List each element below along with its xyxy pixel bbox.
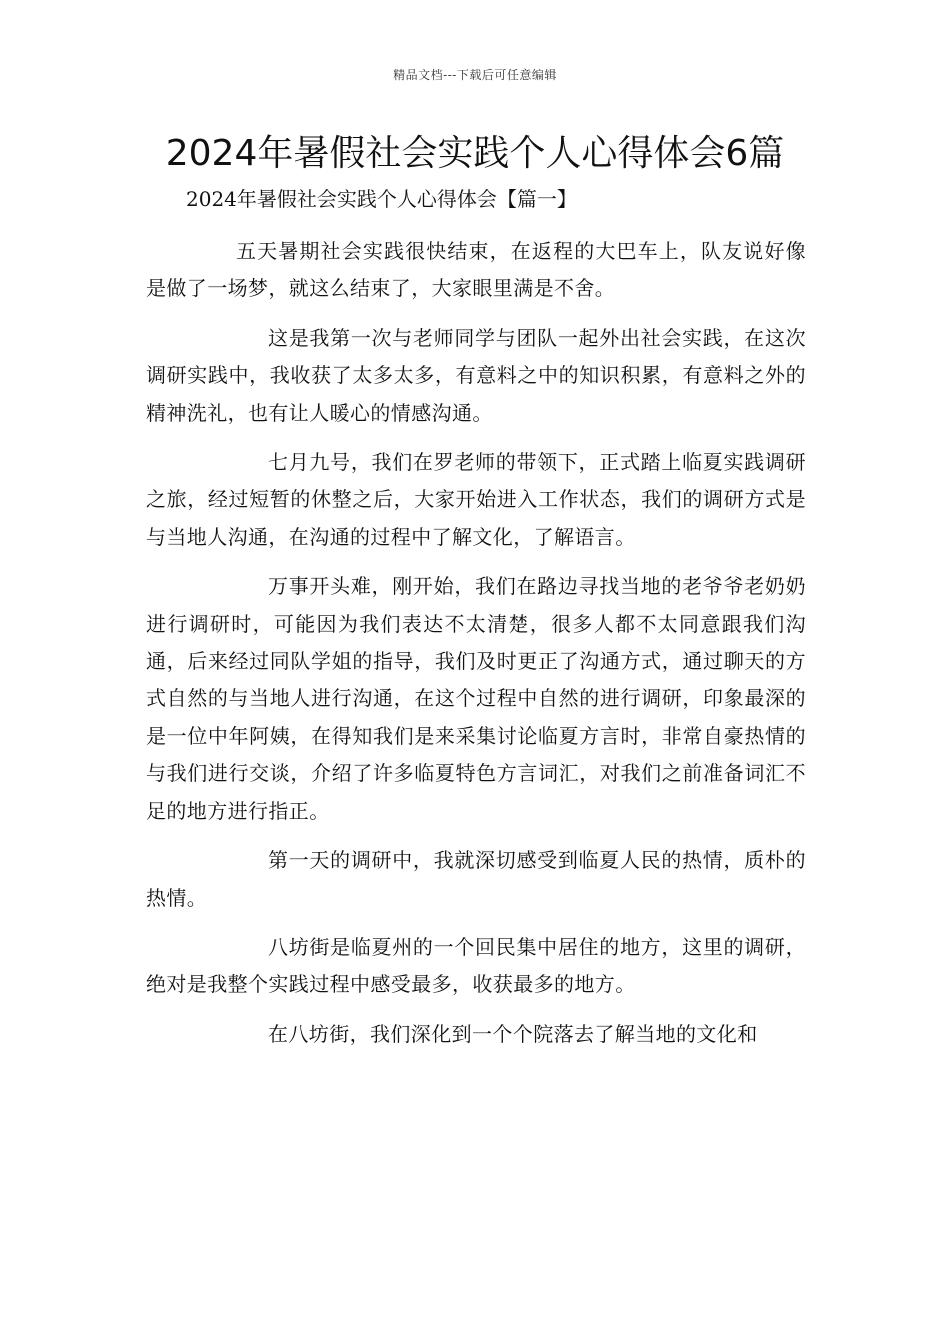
paragraph-7: 在八坊街，我们深化到一个个院落去了解当地的文化和 [268,1021,758,1046]
paragraph-6: 八坊街是临夏州的一个回民集中居住的地方，这里的调研，绝对是我整个实践过程中感受最多，收获最多的地方。 [146,934,806,997]
header-note: 精品文档---下载后可任意编辑 [393,68,557,82]
paragraph-1: 五天暑期社会实践很快结束，在返程的大巴车上，队友说好像是做了一场梦，就这么结束了，大家眼里满是不舍。 [146,239,806,301]
document-body [146,233,806,1065]
paragraph-2: 这是我第一次与老师同学与团队一起外出社会实践，在这次调研实践中，我收获了太多太多，有意料之中的知识积累，有意料之外的精神洗礼，也有让人暖心的情感沟通。 [146,325,806,425]
section-subtitle: 2024年暑假社会实践个人心得体会【篇一】 [186,187,577,211]
document-title: 2024年暑假社会实践个人心得体会6篇 [165,133,785,174]
paragraph-3: 七月九号，我们在罗老师的带领下，正式踏上临夏实践调研之旅，经过短暂的休整之后，大家开始进入工作状态，我们的调研方式是与当地人沟通，在沟通的过程中了解文化，了解语言。 [146,450,806,549]
paragraph-5: 第一天的调研中，我就深切感受到临夏人民的热情，质朴的热情。 [146,848,806,910]
paragraph-4: 万事开头难，刚开始，我们在路边寻找当地的老爷爷老奶奶进行调研时，可能因为我们表达不太清楚，很多人都不太同意跟我们沟通，后来经过同队学姐的指导，我们及时更正了沟通方式，通过聊天的方式自然的与当地人进行沟通，在这个过程中自然的进行调研，印象最深的是一位中年阿姨，在得知我们是来采集讨论临夏方言时，非常自豪热情的与我们进行交谈，介绍了许多临夏特色方言词汇，对我们之前准备词汇不足的地方进行指正。 [146,574,806,823]
